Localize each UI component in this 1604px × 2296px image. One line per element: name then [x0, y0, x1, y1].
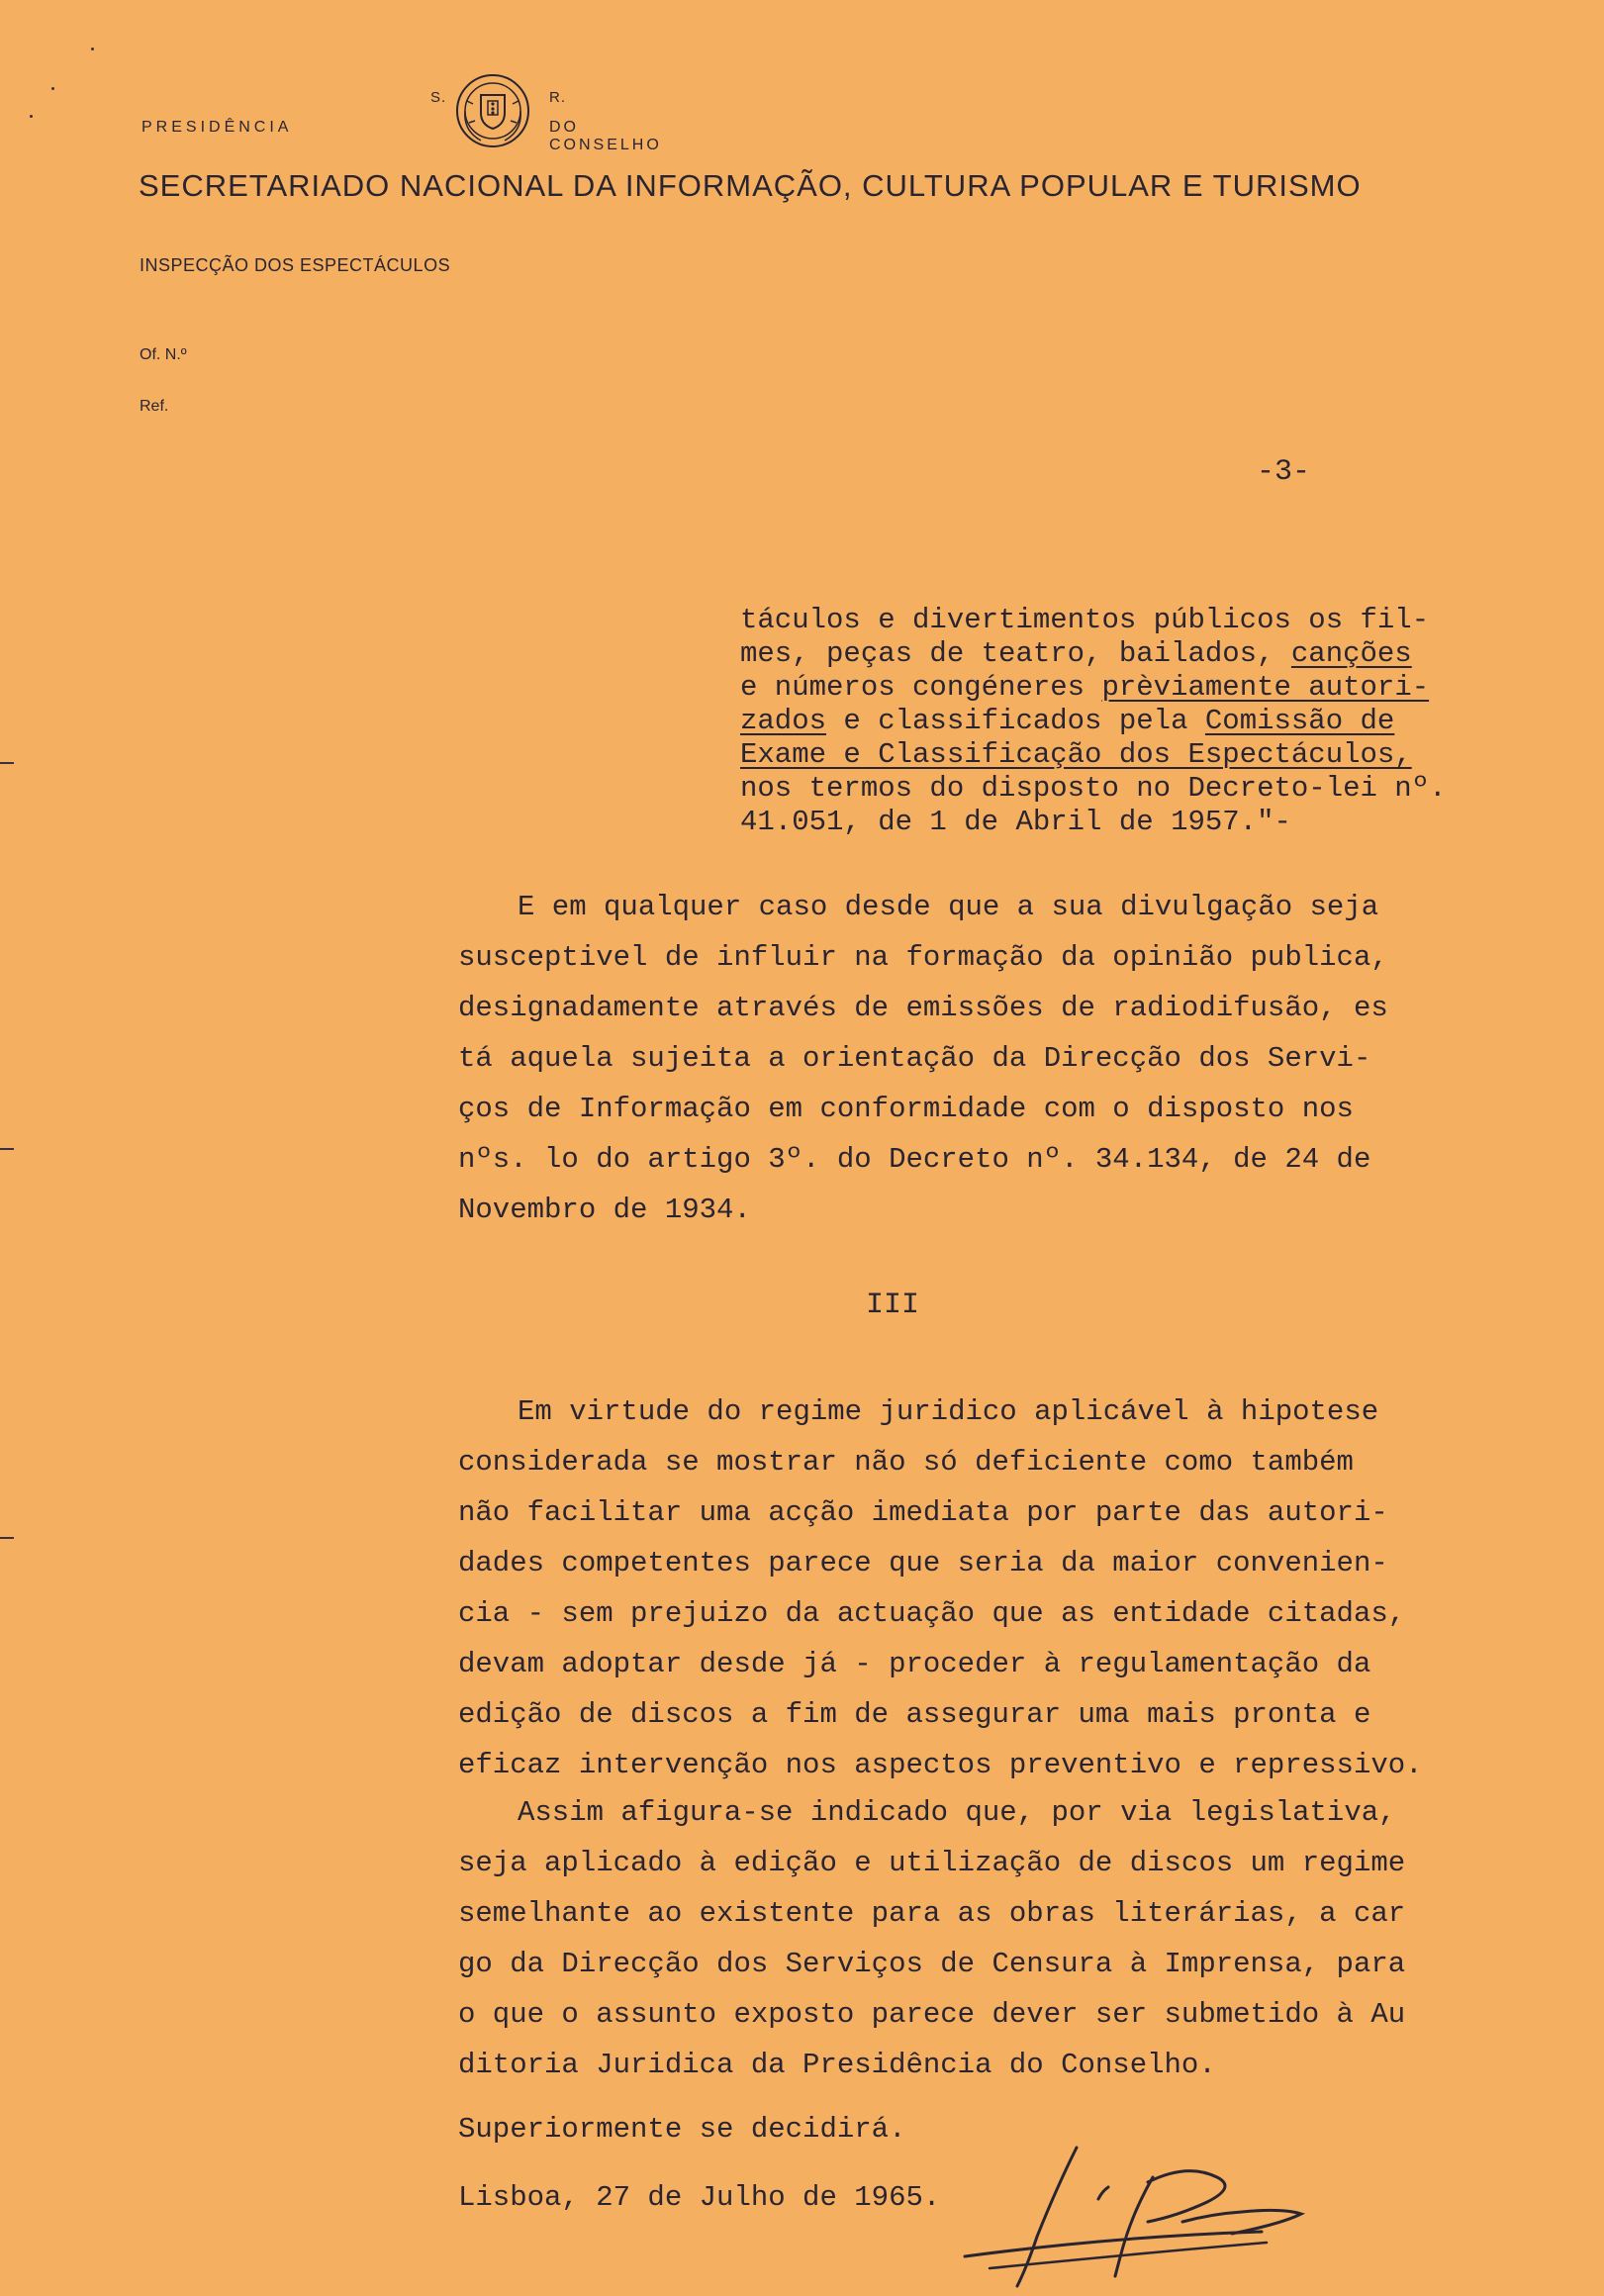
letterhead-s: S.	[430, 89, 447, 106]
letterhead-do-conselho: DO CONSELHO	[549, 119, 662, 153]
quote-line: táculos e divertimentos públicos os fil-	[740, 604, 1430, 636]
quote-line: zados e classificados pela Comissão de	[740, 705, 1395, 737]
paragraph-line: edição de discos a fim de assegurar uma mais pronta e	[458, 1698, 1371, 1731]
paragraph-line: considerada se mostrar não só deficiente como também	[458, 1446, 1354, 1479]
coat-of-arms-icon	[453, 71, 532, 150]
margin-mark	[0, 1537, 14, 1539]
page-number: -3-	[1257, 455, 1311, 489]
signature-icon	[960, 2138, 1395, 2296]
paragraph-line: go da Direcção dos Serviços de Censura à Imprensa, para	[458, 1948, 1406, 1980]
paper-speck	[30, 115, 33, 118]
agency-name: SECRETARIADO NACIONAL DA INFORMAÇÃO, CULTURA POPULAR E TURISMO	[139, 168, 1362, 203]
margin-mark	[0, 1148, 14, 1150]
margin-mark	[0, 762, 14, 764]
paper-speck	[51, 87, 54, 90]
letterhead	[139, 71, 662, 153]
quote-line: Exame e Classificação dos Espectáculos,	[740, 738, 1412, 771]
paragraph-line: nºs. lo do artigo 3º. do Decreto nº. 34.134, de 24 de	[458, 1143, 1371, 1176]
quote-line: 41.051, de 1 de Abril de 1957."-	[740, 806, 1291, 838]
quote-line: e números congéneres prèviamente autori-	[740, 671, 1430, 704]
reference-label: Ref.	[140, 398, 169, 415]
paragraph-line: eficaz intervenção nos aspectos preventivo e repressivo.	[458, 1749, 1423, 1781]
closing-line: Superiormente se decidirá.	[458, 2113, 906, 2146]
paragraph-line: semelhante ao existente para as obras literárias, a car	[458, 1897, 1406, 1930]
section-heading: III	[866, 1289, 920, 1322]
paragraph-line: E em qualquer caso desde que a sua divulgação seja	[518, 891, 1379, 923]
paragraph-line: tá aquela sujeita a orientação da Direcção dos Servi-	[458, 1042, 1371, 1075]
paragraph-line: dades competentes parece que seria da maior convenien-	[458, 1547, 1388, 1579]
paragraph-line: designadamente através de emissões de radiodifusão, es	[458, 992, 1388, 1024]
paper-speck	[91, 48, 94, 50]
paragraph-line: ditoria Juridica da Presidência do Conselho.	[458, 2049, 1216, 2081]
paragraph-line: ços de Informação em conformidade com o disposto nos	[458, 1093, 1354, 1125]
paragraph-line: Assim afigura-se indicado que, por via legislativa,	[518, 1796, 1396, 1829]
paragraph-line: cia - sem prejuizo da actuação que as entidade citadas,	[458, 1597, 1406, 1630]
paragraph-line: não facilitar uma acção imediata por parte das autori-	[458, 1496, 1388, 1529]
letterhead-r: R.	[549, 89, 566, 106]
paragraph-line: susceptivel de influir na formação da opinião publica,	[458, 941, 1388, 974]
paragraph-line: o que o assunto exposto parece dever ser submetido à Au	[458, 1998, 1406, 2031]
letterhead-presidencia: PRESIDÊNCIA	[142, 119, 293, 136]
quote-line: mes, peças de teatro, bailados, canções	[740, 637, 1412, 670]
paragraph-line: Em virtude do regime juridico aplicável à hipotese	[518, 1395, 1379, 1428]
department-name: INSPECÇÃO DOS ESPECTÁCULOS	[140, 255, 451, 275]
place-date: Lisboa, 27 de Julho de 1965.	[458, 2181, 941, 2214]
paragraph-line: Novembro de 1934.	[458, 1194, 751, 1226]
paragraph-line: devam adoptar desde já - proceder à regulamentação da	[458, 1648, 1371, 1680]
paragraph-line: seja aplicado à edição e utilização de discos um regime	[458, 1847, 1406, 1879]
office-number-label: Of. N.º	[140, 346, 187, 363]
quote-line: nos termos do disposto no Decreto-lei nº.	[740, 772, 1447, 805]
